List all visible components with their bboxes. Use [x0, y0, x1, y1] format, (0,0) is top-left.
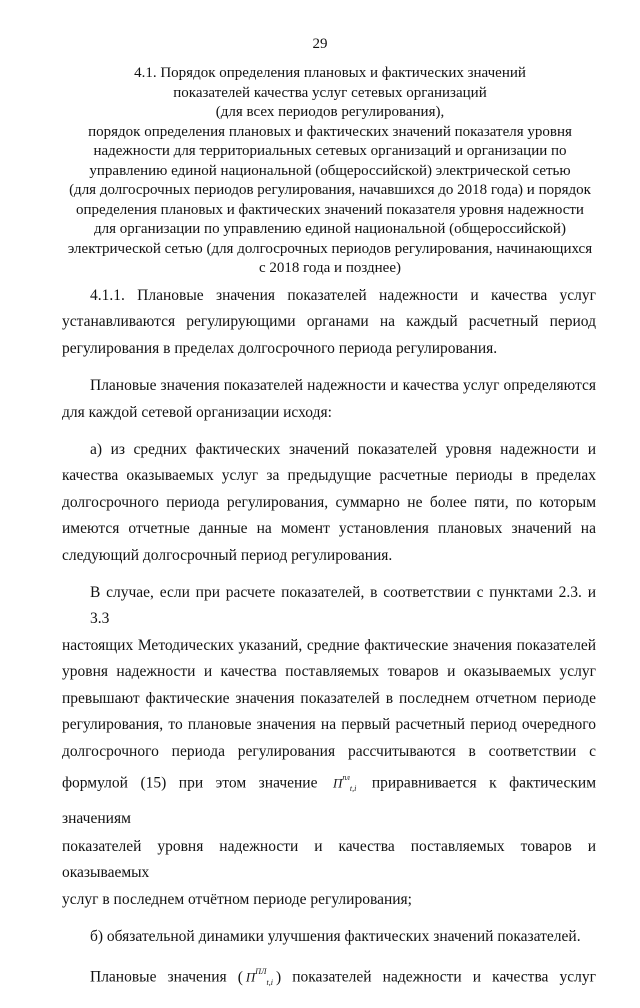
formula-line	[62, 765, 596, 834]
text-line: превышают фактические значения показателей в последнем отчетном периоде	[62, 689, 596, 707]
text-fragment: формулой (15) при этом значение	[62, 774, 318, 792]
symbol-base: П	[245, 969, 256, 985]
heading-line: надежности для территориальных сетевых организаций и организации по	[93, 143, 567, 159]
heading-line: (для долгосрочных периодов регулирования, начавшихся до 2018 года) и порядок	[69, 182, 591, 198]
paragraph	[62, 437, 596, 569]
section-heading	[60, 64, 600, 279]
heading-line: управлению единой национальной (общероссийской) электрической сетью	[89, 162, 571, 179]
text-line: Плановые значения показателей надежности и качества услуг определяются	[90, 377, 596, 395]
text-line: услуг в последнем отчётном периоде регулирования;	[62, 890, 412, 908]
text-line: регулирования, то плановые значения на первый расчетный период очередного	[62, 716, 596, 734]
text-line: долгосрочного периода регулирования, суммарно не более пяти, по которым	[62, 493, 596, 511]
text-line: следующий долгосрочный период регулирования.	[62, 546, 393, 564]
text-fragment: приравнивается к фактическим значениям	[62, 774, 597, 827]
heading-line: определения плановых и фактических значений показателя уровня надежности	[76, 201, 584, 218]
text-line: настоящих Методических указаний, средние фактические значения показателей	[62, 636, 596, 654]
text-line: качества оказываемых услуг за предыдущие расчетные периоды в пределах	[62, 467, 596, 485]
symbol-subscript: t,i	[349, 783, 357, 793]
formula-symbol	[246, 961, 273, 996]
symbol-subscript: t,i	[266, 978, 273, 988]
text-fragment: показателей надежности и качества услуг	[292, 968, 596, 986]
heading-line: для организации по управлению единой национальной (общероссийской)	[94, 221, 566, 237]
text-fragment: Плановые значения	[90, 968, 227, 986]
heading-line: электрической сетью (для долгосрочных периодов регулирования, начинающихся	[67, 240, 593, 257]
paragraph	[62, 373, 596, 426]
heading-line: показателей качества услуг сетевых организаций	[173, 84, 487, 101]
paragraph	[62, 580, 596, 913]
text-line: уровня надежности и качества поставляемых товаров и оказываемых услуг	[62, 663, 596, 681]
body-text	[62, 283, 596, 1008]
text-line: регулирования в пределах долгосрочного периода регулирования.	[62, 339, 498, 357]
text-line: устанавливаются регулирующими органами на каждый расчетный период	[62, 313, 596, 331]
heading-line: 4.1. Порядок определения плановых и фактических значений	[134, 65, 526, 81]
heading-line: (для всех периодов регулирования),	[215, 104, 445, 120]
paren-close: )	[275, 968, 282, 986]
heading-line: порядок определения плановых и фактических значений показателя уровня	[88, 123, 572, 140]
symbol-superscript: пл	[342, 772, 350, 782]
paragraph	[62, 283, 596, 362]
text-line: 4.1.1. Плановые значения показателей надежности и качества услуг	[90, 287, 596, 304]
heading-line: с 2018 года и позднее)	[259, 260, 401, 276]
text-line: б) обязательной динамики улучшения фактических значений показателей.	[90, 928, 581, 946]
symbol-superscript: ПЛ	[255, 967, 267, 977]
text-line: имеются отчетные данные на момент установления плановых значений на	[62, 520, 596, 538]
symbol-base: П	[332, 775, 343, 791]
formula-line	[62, 961, 596, 996]
paragraph	[62, 924, 596, 950]
formula-group	[238, 969, 281, 986]
paren-open: (	[237, 968, 243, 986]
text-line: для каждой сетевой организации исходя:	[62, 403, 332, 421]
page-number: 29	[312, 36, 328, 52]
text-line: показателей уровня надежности и качества поставляемых товаров и оказываемых	[62, 837, 596, 882]
formula-symbol	[333, 765, 356, 804]
text-line: а) из средних фактических значений показателей уровня надежности и	[90, 441, 596, 459]
text-line: долгосрочного периода регулирования рассчитываются в соответствии с	[62, 742, 596, 760]
text-line: В случае, если при расчете показателей, в соответствии с пунктами 2.3. и 3.3	[90, 584, 596, 628]
paragraph	[62, 961, 596, 996]
